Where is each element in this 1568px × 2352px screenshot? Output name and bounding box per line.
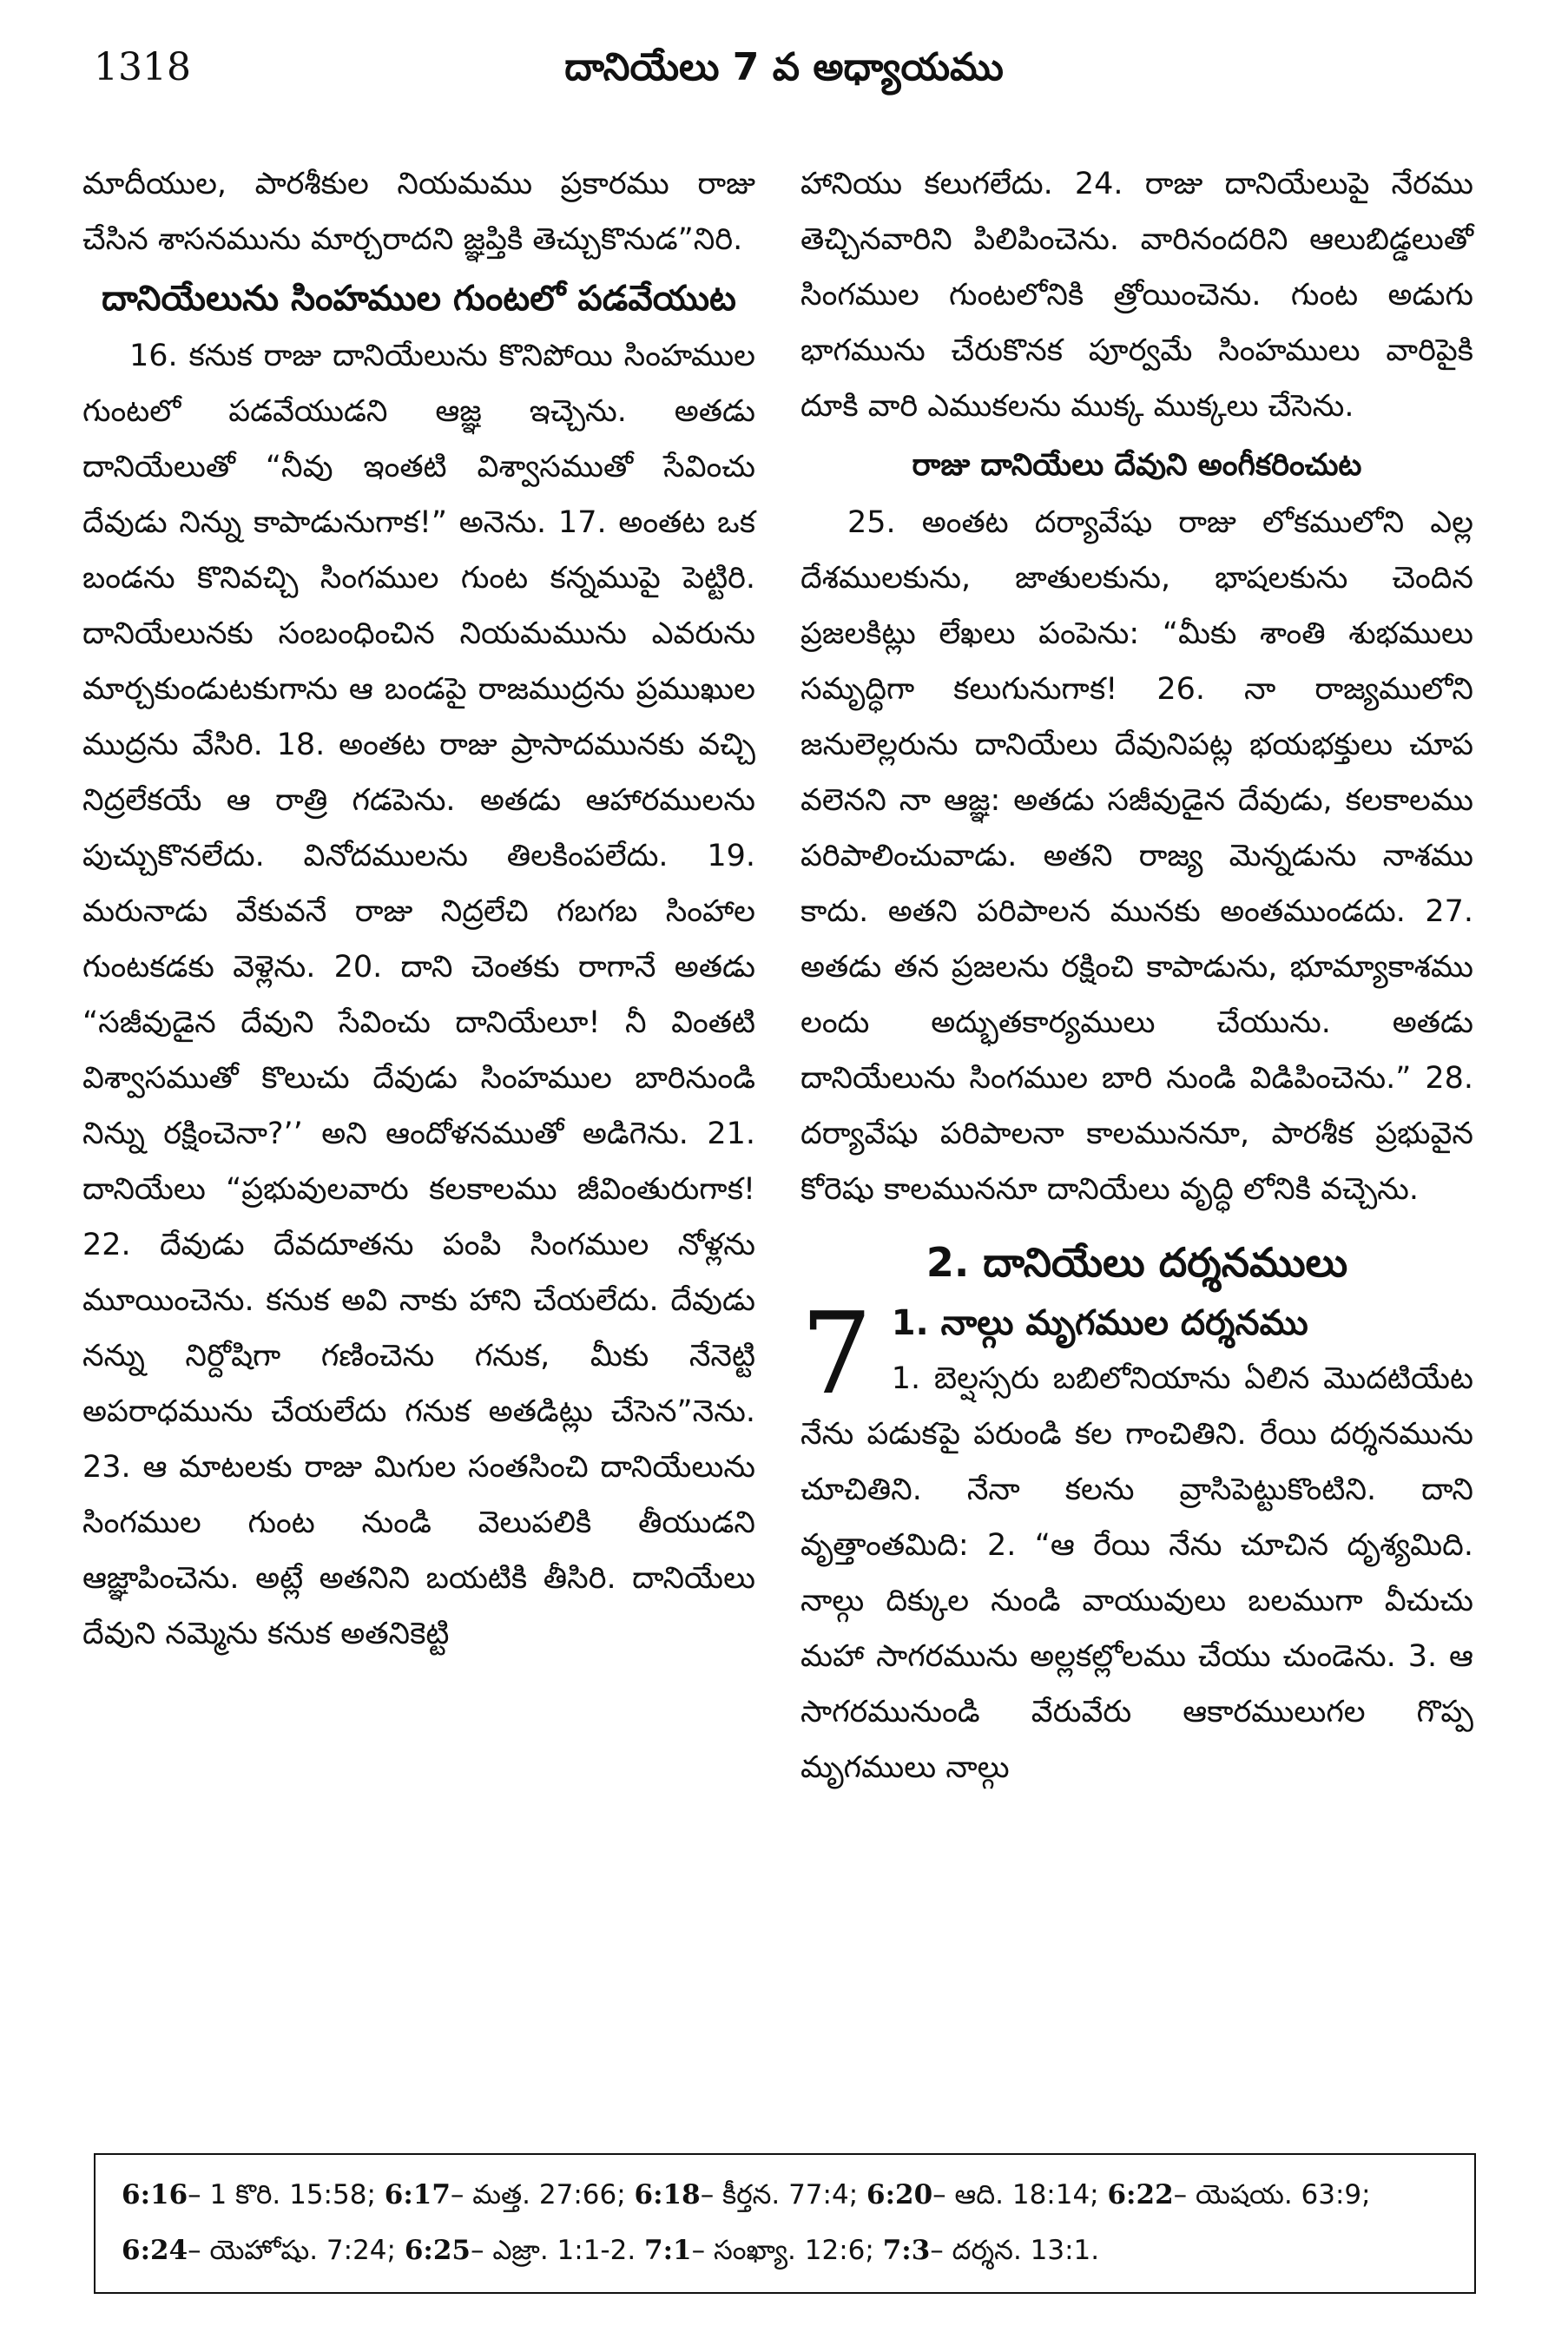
footnote-ref: 6:16: [122, 2179, 188, 2210]
paragraph: 25. అంతట దర్యావేషు రాజు లోకములోని ఎల్ల దేశములకును, జాతులకును, భాషలకును చెందిన ప్రజలకిట్లు లేఖలు పంపెను: “మీకు శాంతి శుభములు సమృద్ధిగా కలుగునుగాక! 26. నా రాజ్యములోని జనులెల్లరును దానియేలు దేవునిపట్ల భయభక్తులు చూప వలెనని నా ఆజ్ఞ: అతడు సజీవుడైన దేవుడు, కలకాలము పరిపాలించువాడు. అతని రాజ్య మెన్నడును నాశము కాదు. అతని పరిపాలన మునకు అంతముండదు. 27. అతడు తన ప్రజలను రక్షించి కాపాడును, భూమ్యాకాశము లందు అద్భుతకార్యములు చేయును. అతడు దానియేలును సింగముల బారి నుండి విడిపించెను.” 28. దర్యావేషు పరిపాలనా కాలముననూ, పారశీక ప్రభువైన కోరెషు కాలముననూ దానియేలు వృద్ధి లోనికి వచ్చెను.: [800, 505, 1473, 1207]
footnote-text: – యెషయ. 63:9;: [1173, 2179, 1371, 2210]
paragraph: 1. బెల్షస్సరు బబిలోనియాను ఏలిన మొదటియేట నేను పడుకపై పరుండి కల గాంచితిని. రేయి దర్శనమును చూచితిని. నేనా కలను వ్రాసిపెట్టుకొంటిని. దాని వృత్తాంతమిది: 2. “ఆ రేయి నేను చూచిన దృశ్యమిది. నాల్గు దిక్కుల నుండి వాయువులు బలముగా వీచుచు మహా సాగరమును అల్లకల్లోలము చేయు చుండెను. 3. ఆ సాగరమునుండి వేరువేరు ఆకారములుగల గొప్ప మృగములు నాల్గు: [800, 1361, 1473, 1785]
section-heading: రాజు దానియేలు దేవుని అంగీకరించుట: [912, 448, 1362, 483]
running-head: దానియేలు 7 వ అధ్యాయము: [564, 45, 1004, 89]
footnote-ref: 6:25: [404, 2235, 471, 2266]
footnote-text: – 1 కొరి. 15:58;: [188, 2179, 385, 2210]
right-column: [800, 156, 1473, 1795]
paragraph: 16. కనుక రాజు దానియేలును కొనిపోయి సింహముల గుంటలో పడవేయుడని ఆజ్ఞ ఇచ్చెను. అతడు దానియేలుతో “నీవు ఇంతటి విశ్వాసముతో సేవించు దేవుడు నిన్ను కాపాడునుగాక!” అనెను. 17. అంతట ఒక బండను కొనివచ్చి సింగముల గుంట కన్నముపై పెట్టిరి. దానియేలునకు సంబంధించిన నియమమును ఎవరును మార్చకుండుటకుగాను ఆ బండపై రాజముద్రను ప్రముఖుల ముద్రను వేసిరి. 18. అంతట రాజు ప్రాసాదమునకు వచ్చి నిద్రలేకయే ఆ రాత్రి గడపెను. అతడు ఆహారములను పుచ్చుకొనలేదు. వినోదములను తిలకింపలేదు. 19. మరునాడు వేకువనే రాజు నిద్రలేచి గబగబ సింహాల గుంటకడకు వెళ్లెను. 20. దాని చెంతకు రాగానే అతడు “సజీవుడైన దేవుని సేవించు దానియేలూ! నీ వింతటి విశ్వాసముతో కొలుచు దేవుడు సింహముల బారినుండి నిన్ను రక్షించెనా?’’ అని ఆందోళనముతో అడిగెను. 21. దానియేలు “ప్రభువులవారు కలకాలము జీవింతురుగాక! 22. దేవుడు దేవదూతను పంపి సింగముల నోళ్లను మూయించెను. కనుక అవి నాకు హాని చేయలేదు. దేవుడు నన్ను నిర్దోషిగా గణించెను గనుక, మీకు నేనెట్టి అపరాధమును చేయలేదు గనుక అతడిట్లు చేసెన”నెను. 23. ఆ మాటలకు రాజు మిగుల సంతసించి దానియేలును సింగముల గుంట నుండి వెలుపలికి తీయుడని ఆజ్ఞాపించెను. అట్లే అతనిని బయటికి తీసిరి. దానియేలు దేవుని నమ్మెను కనుక అతనికెట్టి: [82, 339, 755, 1651]
footnote-ref: 6:22: [1107, 2179, 1174, 2210]
chapter-number: 7: [800, 1288, 873, 1420]
footnote-ref-entry: [635, 2179, 866, 2210]
footnote-ref-entry: [883, 2235, 1099, 2266]
footnote-text: – దర్శన. 13:1.: [930, 2235, 1100, 2266]
footnote-text: – మత్త. 27:66;: [450, 2179, 635, 2210]
paragraph: మాదీయుల, పారశీకుల నియమము ప్రకారము రాజు చేసిన శాసనమును మార్చరాదని జ్ఞప్తికి తెచ్చుకొనుడ”నిరి.: [82, 167, 755, 257]
footnote-ref-entry: [866, 2179, 1107, 2210]
footnote-ref: 6:17: [384, 2179, 451, 2210]
chapter-block: [800, 1288, 1473, 1795]
footnote-ref: 6:24: [122, 2235, 188, 2266]
chapter-subheading: 1. నాల్గు మృగముల దర్శనము: [891, 1303, 1308, 1343]
footnote-text: – ఆది. 18:14;: [932, 2179, 1108, 2210]
footnote-ref-entry: [1107, 2179, 1370, 2210]
footnote-ref: 7:1: [644, 2235, 692, 2266]
left-column: [82, 156, 755, 1662]
footnote-ref-entry: [385, 2179, 635, 2210]
footnote-ref-entry: [122, 2179, 385, 2210]
footnote-text: – కీర్తన. 77:4;: [700, 2179, 866, 2210]
footnote-text: – సంఖ్యా. 12:6;: [691, 2235, 883, 2266]
footnote-text: – ఎజ్రా. 1:1-2.: [471, 2235, 645, 2266]
footnotes-box: [94, 2153, 1476, 2294]
footnote-ref-entry: [644, 2235, 883, 2266]
footnote-ref: 6:18: [634, 2179, 701, 2210]
section-heading: దానియేలును సింహముల గుంటలో పడవేయుట: [102, 279, 736, 319]
footnote-ref: 7:3: [882, 2235, 931, 2266]
footnote-ref-entry: [122, 2235, 405, 2266]
footnote-text: – యెహోషు. 7:24;: [188, 2235, 405, 2266]
footnote-ref-entry: [405, 2235, 644, 2266]
footnote-ref: 6:20: [866, 2179, 933, 2210]
part-title: 2. దానియేలు దర్శనములు: [926, 1239, 1348, 1286]
page-number: 1318: [94, 45, 191, 89]
paragraph: హానియు కలుగలేదు. 24. రాజు దానియేలుపై నేరము తెచ్చినవారిని పిలిపించెను. వారినందరిని ఆలుబిడ్డలుతో సింగముల గుంటలోనికి త్రోయించెను. గుంట అడుగు భాగమును చేరుకొనక పూర్వమే సింహములు వారిపైకి దూకి వారి ఎముకలను ముక్క ముక్కలు చేసెను.: [800, 167, 1473, 424]
